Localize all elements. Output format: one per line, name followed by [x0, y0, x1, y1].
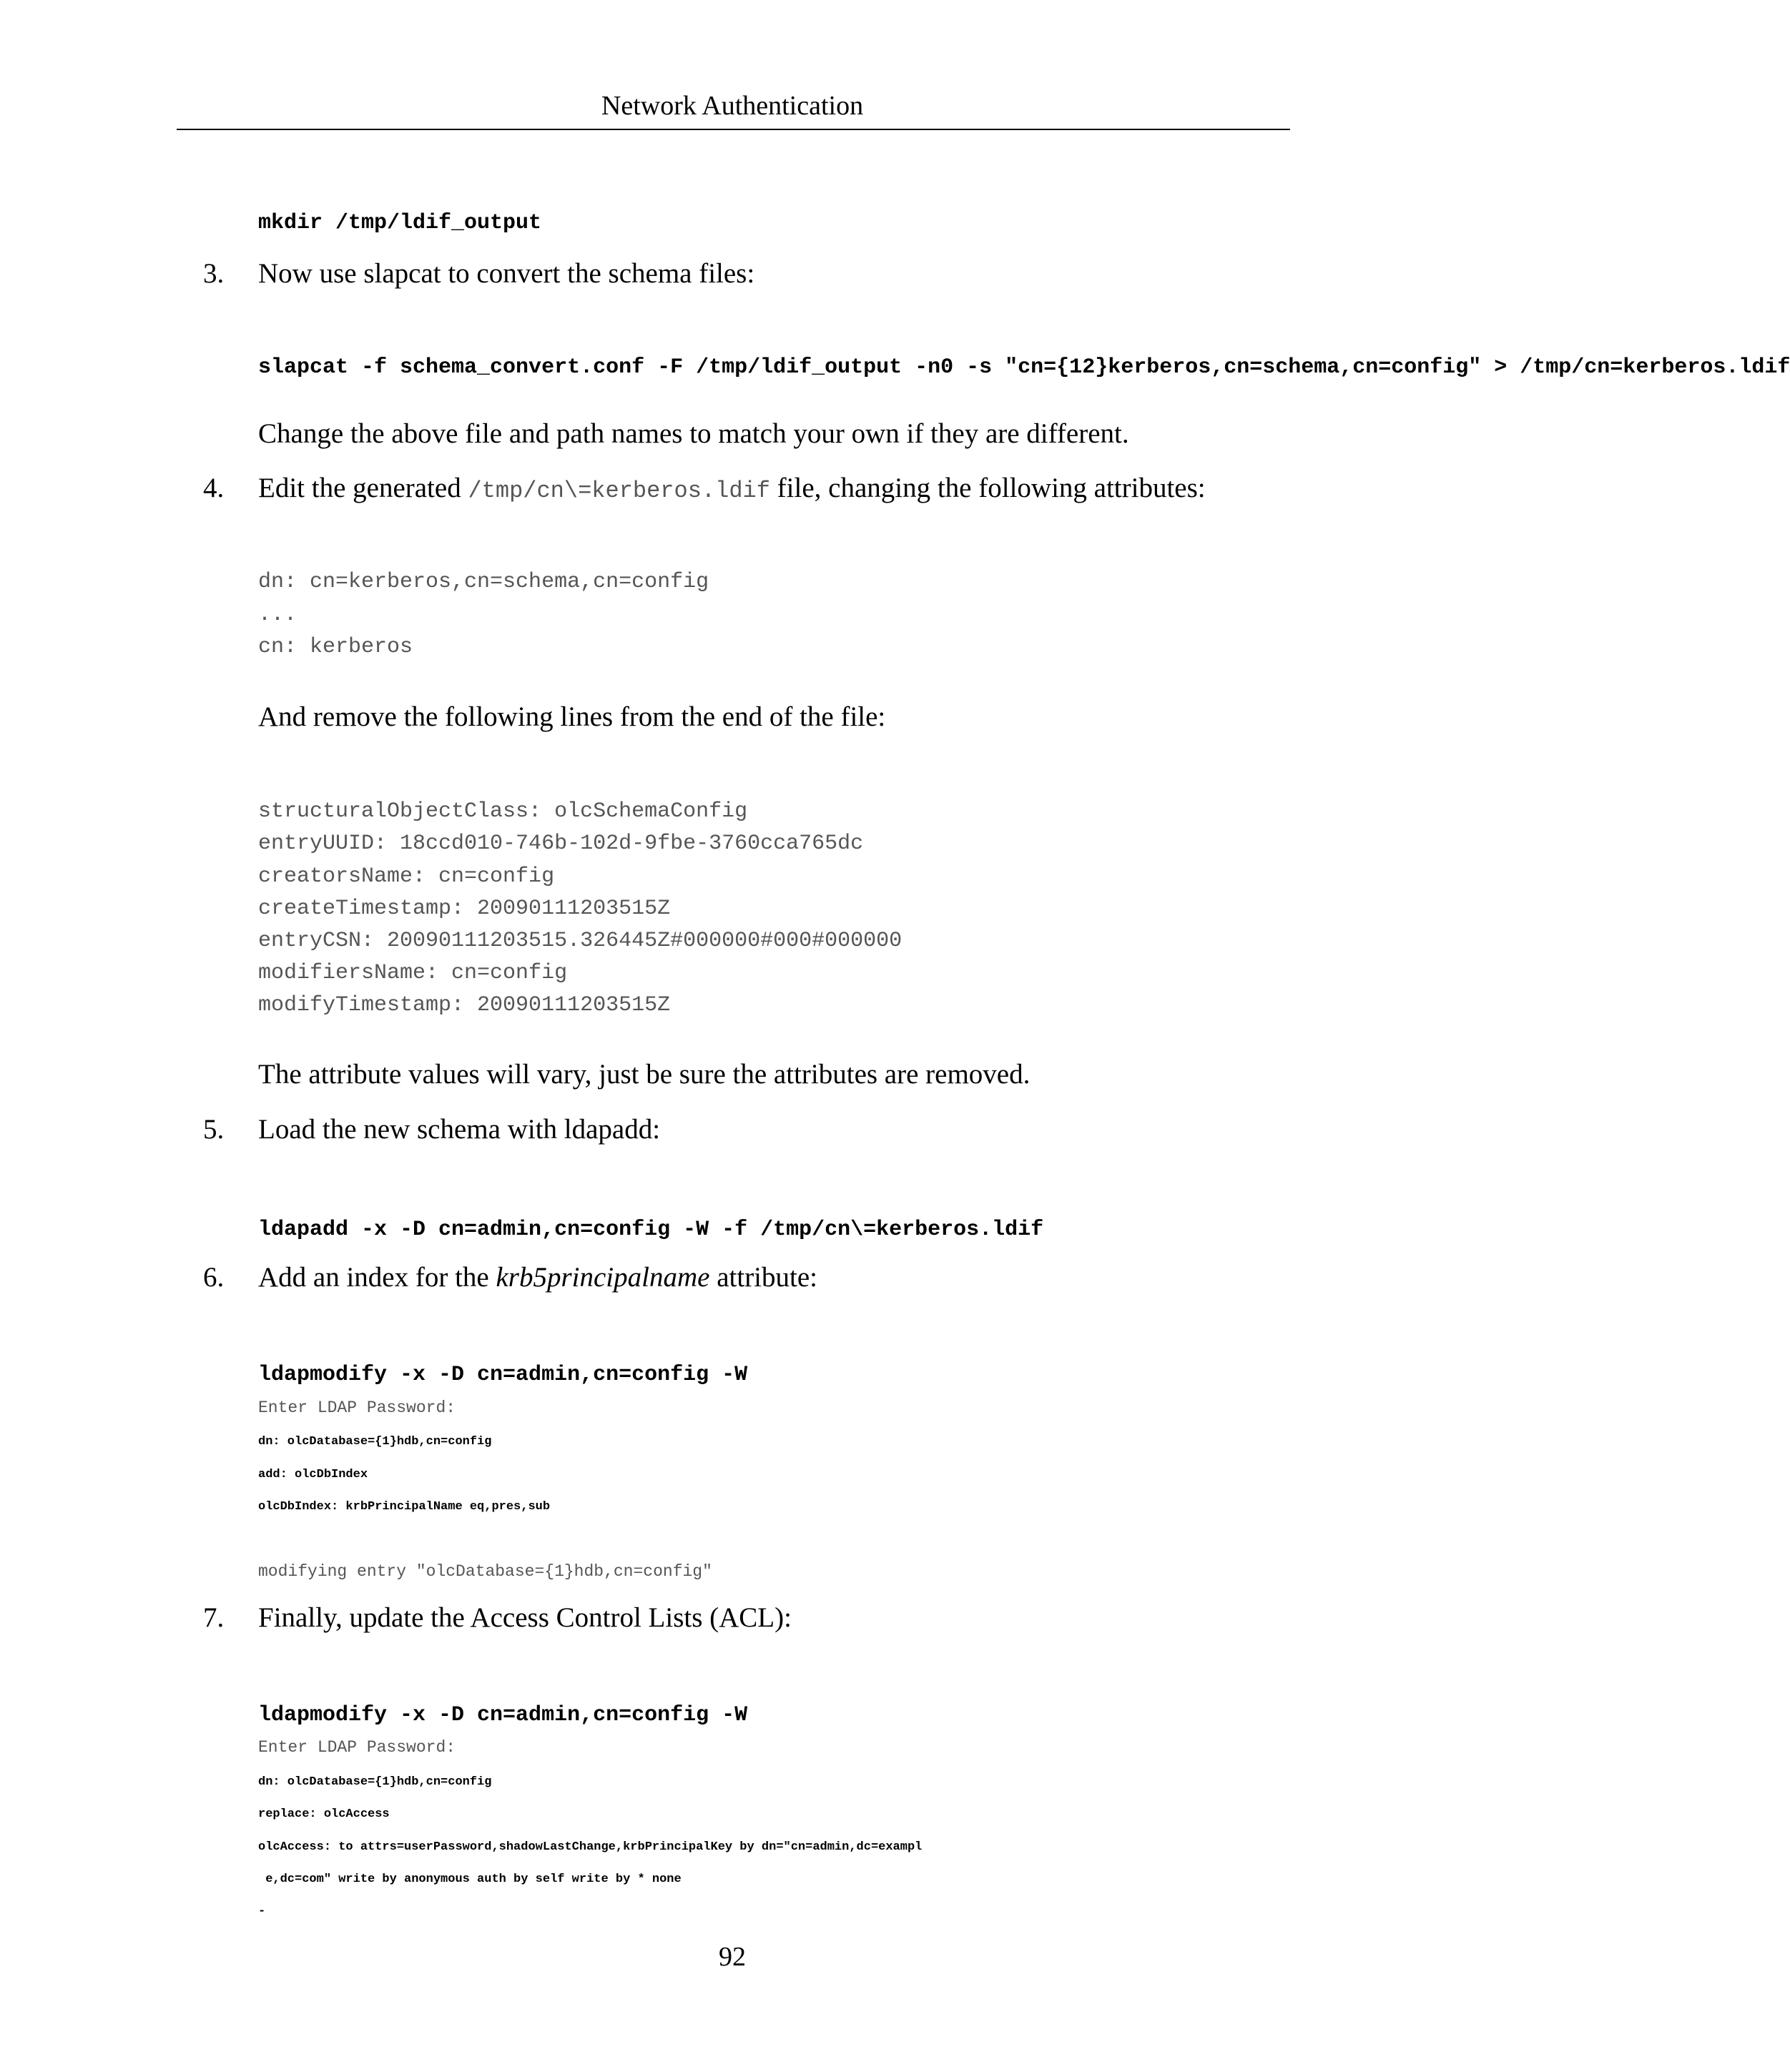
- step-6-text: [258, 1261, 817, 1294]
- password-prompt: Enter LDAP Password:: [258, 1398, 456, 1417]
- edit-line: cn: kerberos: [258, 635, 413, 659]
- remove-line: creatorsName: cn=config: [258, 864, 555, 889]
- remove-line: structuralObjectClass: olcSchemaConfig: [258, 799, 748, 824]
- step-6-text-before: Add an index for the: [258, 1262, 496, 1293]
- step-6-emphasis: krb5principalname: [496, 1262, 710, 1293]
- ldif-line: olcAccess: to attrs=userPassword,shadowLastChange,krbPrincipalKey by dn="cn=admin,dc=exampl: [258, 1840, 923, 1854]
- ldif-line: -: [258, 1905, 266, 1918]
- step-7-number: 7.: [203, 1602, 225, 1633]
- step-6-text-after: attribute:: [709, 1262, 818, 1293]
- step-3-note: Change the above file and path names to match your own if they are different.: [258, 418, 1129, 449]
- step-4-text: [258, 472, 1206, 508]
- remove-line: modifiersName: cn=config: [258, 961, 568, 985]
- remove-line: entryUUID: 18ccd010-746b-102d-9fbe-3760cca765dc: [258, 832, 864, 856]
- step-4-note: The attribute values will vary, just be sure the attributes are removed.: [258, 1059, 1031, 1090]
- modify-result: modifying entry "olcDatabase={1}hdb,cn=config": [258, 1562, 712, 1581]
- step-6-number: 6.: [203, 1262, 225, 1293]
- ldif-line: dn: olcDatabase={1}hdb,cn=config: [258, 1775, 492, 1789]
- step-5-number: 5.: [203, 1114, 225, 1145]
- step-3-number: 3.: [203, 258, 225, 289]
- ldapadd-command: ldapadd -x -D cn=admin,cn=config -W -f /tmp/cn\=kerberos.ldif: [258, 1218, 1044, 1242]
- step-3-text: Now use slapcat to convert the schema files:: [258, 258, 755, 289]
- header-title: Network Authentication: [601, 91, 864, 121]
- step-5-text: Load the new schema with ldapadd:: [258, 1114, 661, 1145]
- edit-line: dn: cn=kerberos,cn=schema,cn=config: [258, 570, 709, 594]
- header-rule: [177, 129, 1290, 130]
- step-4-filename: /tmp/cn\=kerberos.ldif: [468, 478, 770, 504]
- ldif-line: e,dc=com" write by anonymous auth by self write by * none: [258, 1873, 682, 1886]
- remove-intro: And remove the following lines from the end of the file:: [258, 701, 886, 732]
- edit-line: ...: [258, 603, 297, 627]
- step-4-number: 4.: [203, 473, 225, 503]
- ldapmodify-command: ldapmodify -x -D cn=admin,cn=config -W: [258, 1703, 748, 1727]
- remove-line: createTimestamp: 20090111203515Z: [258, 897, 671, 921]
- remove-line: entryCSN: 20090111203515.326445Z#000000#000#000000: [258, 929, 903, 953]
- ldif-line: add: olcDbIndex: [258, 1468, 368, 1481]
- step-4-text-before: Edit the generated: [258, 473, 468, 503]
- ldif-line: olcDbIndex: krbPrincipalName eq,pres,sub: [258, 1500, 551, 1514]
- remove-line: modifyTimestamp: 20090111203515Z: [258, 993, 671, 1017]
- slapcat-command: slapcat -f schema_convert.conf -F /tmp/ldif_output -n0 -s "cn={12}kerberos,cn=schema,cn=config" > /tmp/cn=kerberos.ldif: [258, 355, 1790, 380]
- ldif-line: replace: olcAccess: [258, 1807, 390, 1821]
- mkdir-command: mkdir /tmp/ldif_output: [258, 211, 542, 235]
- ldapmodify-command: ldapmodify -x -D cn=admin,cn=config -W: [258, 1363, 748, 1387]
- ldif-line: dn: olcDatabase={1}hdb,cn=config: [258, 1435, 492, 1449]
- step-4-text-after: file, changing the following attributes:: [769, 473, 1206, 503]
- step-7-text: Finally, update the Access Control Lists (ACL):: [258, 1602, 792, 1633]
- password-prompt: Enter LDAP Password:: [258, 1738, 456, 1757]
- page-number: 92: [719, 1942, 746, 1972]
